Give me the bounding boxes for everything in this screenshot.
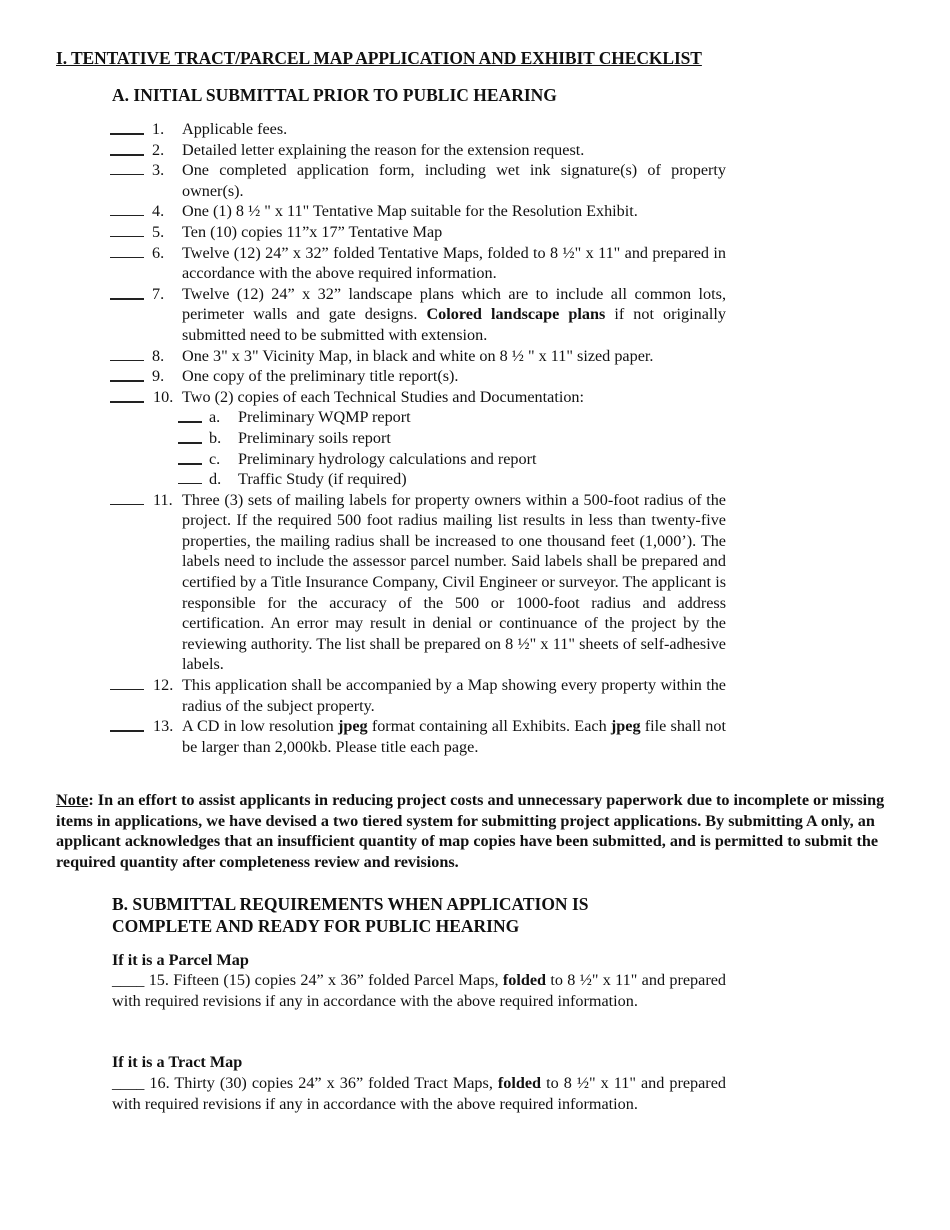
item-text-part: format containing all Exhibits. Each (367, 717, 611, 736)
checkbox-blank[interactable] (110, 133, 144, 135)
checkbox-blank[interactable] (110, 215, 144, 216)
section-b-heading-line: B. SUBMITTAL REQUIREMENTS WHEN APPLICATION IS (112, 894, 589, 914)
checklist-a (0, 119, 950, 757)
item-number: 1. (152, 120, 165, 138)
checklist-item (0, 490, 726, 675)
item-number: 4. (152, 202, 165, 221)
checkbox-blank[interactable] (178, 463, 202, 465)
item-text-part: A CD in low resolution (182, 717, 338, 736)
item-number: 8. (152, 346, 165, 365)
checkbox-blank[interactable] (110, 298, 144, 300)
item-text: One 3" x 3" Vicinity Map, in black and white on 8 ½ " x 11" sized paper. (182, 346, 654, 365)
subitem-text: Preliminary soils report (238, 428, 391, 447)
subitem-text: Traffic Study (if required) (238, 470, 407, 489)
checklist-item (0, 140, 726, 161)
checklist-item (0, 675, 726, 716)
item-number: 11. (153, 490, 173, 509)
checklist-item (0, 119, 726, 140)
checkbox-blank[interactable] (110, 154, 144, 156)
subitem-text: Preliminary WQMP report (238, 408, 411, 427)
checkbox-blank[interactable] (110, 730, 144, 732)
checklist-subitem (0, 469, 738, 490)
section-b-heading-line: COMPLETE AND READY FOR PUBLIC HEARING (112, 916, 520, 936)
item-number: 12. (153, 676, 174, 695)
checklist-item (0, 346, 726, 367)
item-text: Two (2) copies of each Technical Studies and Documentation: (182, 387, 584, 406)
checklist-item (0, 243, 726, 284)
checklist-item (0, 387, 726, 408)
item-text: Twelve (12) 24” x 32” folded Tentative Maps, folded to 8 ½" x 11" and prepared in accordance with the above required information. (182, 243, 726, 283)
item-text: Three (3) sets of mailing labels for property owners within a 500-foot radius of the project. If the required 500 foot radius mailing list results in less than twenty-five properties, the mailing radius shall be increased to one thousand feet (1,000’). The labels need to include the assessor parcel number. Said labels shall be prepared and certified by a Title Insurance Company, Civil Engineer or surveyor. The applicant is responsible for the accuracy of the 500 or 1000-foot radius and address certification. An error may result in denial or continuance of the project by the reviewing authority. The list shall be prepared on 8 ½" x 11" sheets of self-adhesive labels. (182, 490, 726, 674)
checkbox-blank[interactable] (178, 421, 202, 423)
item-text-bold: jpeg (337, 717, 368, 736)
subitem-letter: d. (209, 470, 222, 489)
item-number: 9. (152, 367, 165, 386)
item-text-part: ____ 16. Thirty (30) copies 24” x 36” folded Tract Maps, (112, 1074, 498, 1092)
subitem-letter: a. (209, 408, 221, 427)
item-number: 7. (152, 284, 165, 303)
checklist-subitem (0, 407, 738, 428)
tract-map-heading: If it is a Tract Map (112, 1053, 243, 1071)
section-a-heading: A. INITIAL SUBMITTAL PRIOR TO PUBLIC HEARING (112, 85, 557, 105)
note-label: Note (56, 791, 89, 809)
checklist-item (0, 201, 726, 222)
item-text (182, 717, 726, 756)
note-text: : In an effort to assist applicants in reducing project costs and unnecessary paperwork due to incomplete or missing items in applications, we have devised a two tiered system for submitting project applications. By submitting A only, an applicant acknowledges that an insufficient quantity of map copies have been submitted, and is permitted to submit the required quantity after completeness review and revisions. (56, 791, 885, 871)
parcel-map-heading: If it is a Parcel Map (112, 951, 249, 969)
item-text-bold: jpeg (610, 717, 641, 736)
item-number: 5. (152, 222, 165, 241)
checkbox-blank[interactable] (110, 257, 144, 258)
item-text: One completed application form, including wet ink signature(s) of property owner(s). (182, 161, 726, 200)
item-text: One copy of the preliminary title report(s). (182, 367, 459, 386)
checklist-item (0, 222, 726, 243)
checkbox-blank[interactable] (110, 504, 144, 505)
page-title: I. TENTATIVE TRACT/PARCEL MAP APPLICATION AND EXHIBIT CHECKLIST (56, 48, 702, 68)
checkbox-blank[interactable] (110, 401, 144, 403)
item-number: 2. (152, 140, 165, 159)
item-text-bold: folded (502, 971, 547, 989)
item-text-part: file shall not be larger than 2,000kb. Please title each page. (182, 717, 726, 756)
subitem-letter: b. (209, 428, 222, 447)
subitem-text: Preliminary hydrology calculations and report (238, 449, 537, 468)
item-number: 3. (152, 161, 165, 180)
item-text: Detailed letter explaining the reason for the extension request. (182, 140, 585, 159)
item-text-bold: Colored landscape plans (426, 305, 606, 324)
item-number: 13. (153, 717, 174, 736)
checkbox-blank[interactable] (110, 360, 144, 361)
item-text-part: if not originally submitted need to be submitted with extension. (182, 305, 726, 344)
item-number: 10. (153, 387, 174, 406)
checkbox-blank[interactable] (178, 483, 202, 484)
section-b-heading (112, 893, 672, 937)
item-text-part: to 8 ½" x 11" and prepared with required revisions if any in accordance with the above required information. (112, 1074, 726, 1113)
item-text-bold: folded (497, 1074, 542, 1092)
item-text: One (1) 8 ½ " x 11" Tentative Map suitable for the Resolution Exhibit. (182, 202, 638, 221)
checkbox-blank[interactable] (178, 442, 202, 444)
checkbox-blank[interactable] (110, 236, 144, 237)
checkbox-blank[interactable] (110, 174, 144, 175)
checklist-item (0, 160, 726, 201)
note-paragraph (56, 790, 888, 872)
checkbox-blank[interactable] (110, 380, 144, 382)
checkbox-blank[interactable] (110, 689, 144, 690)
item-number: 6. (152, 243, 165, 262)
parcel-map-item (112, 970, 726, 1011)
checklist-subitem (0, 449, 738, 470)
tract-map-item (112, 1073, 726, 1114)
item-text: Applicable fees. (182, 120, 288, 138)
item-text: Ten (10) copies 11”x 17” Tentative Map (182, 222, 443, 241)
item-text-part: ____ 15. Fifteen (15) copies 24” x 36” folded Parcel Maps, (112, 971, 503, 989)
item-text-part: to 8 ½" x 11" and prepared with required revisions if any in accordance with the above required information. (112, 971, 726, 1010)
subitem-letter: c. (209, 449, 221, 468)
checklist-item (0, 716, 726, 757)
item-text (182, 285, 726, 344)
item-text-part: Twelve (12) 24” x 32” landscape plans which are to include all common lots, perimeter walls and gate designs. (182, 284, 726, 324)
item-text: This application shall be accompanied by a Map showing every property within the radius of the subject property. (182, 676, 726, 715)
checklist-subitem (0, 428, 738, 449)
checklist-item (0, 284, 726, 346)
checklist-item (0, 366, 726, 387)
